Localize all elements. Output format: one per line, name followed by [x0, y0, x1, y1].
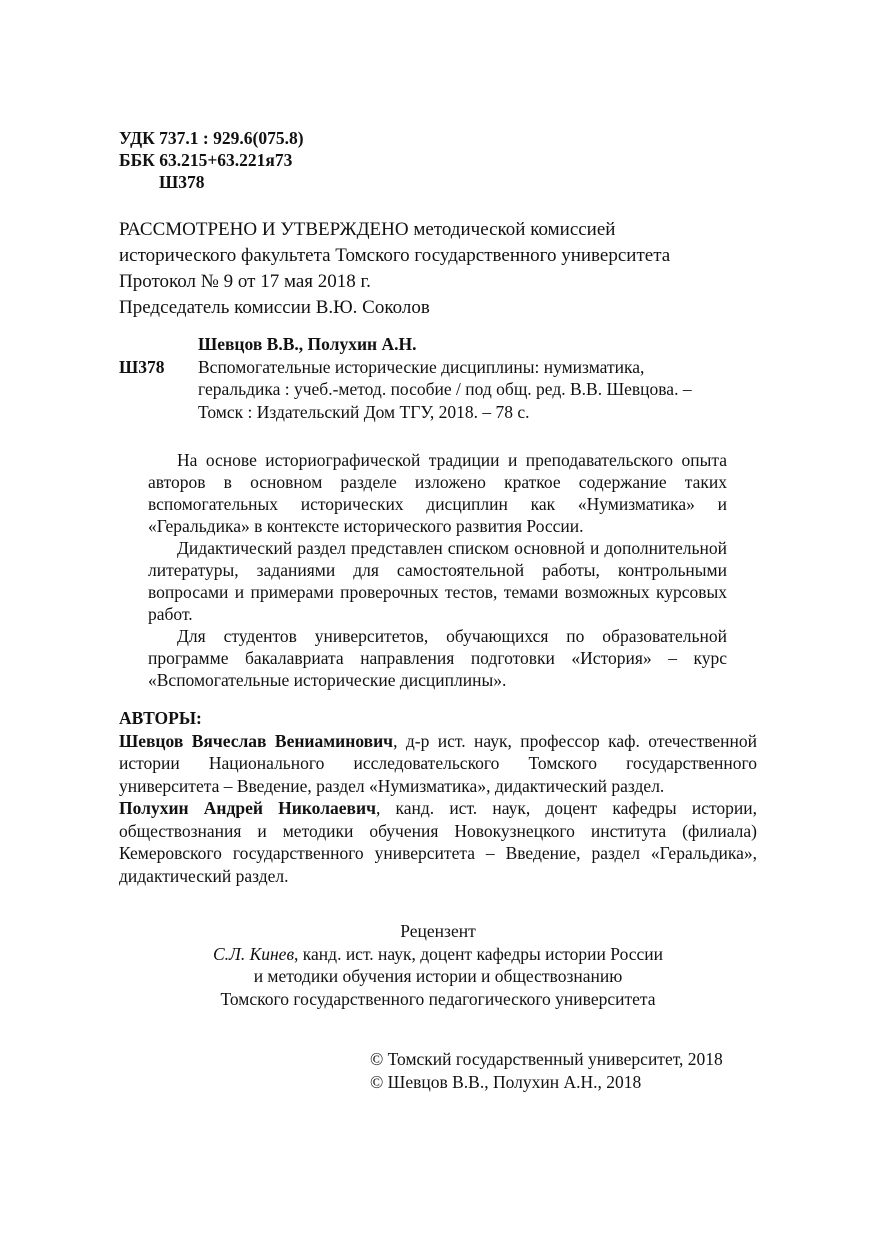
- approval-caps: РАССМОТРЕНО И УТВЕРЖДЕНО: [119, 219, 409, 240]
- reviewer-name: С.Л. Кинев: [212, 943, 295, 964]
- author-2-description: , канд. ист. наук, доцент кафедры истории, обществознания и методики обучения Новокузнецкого института (филиала) Кемеровского государственного университета – Введение, раздел «Геральдика», дидактический раздел.: [119, 798, 757, 886]
- authors-block: [119, 707, 757, 887]
- reviewer-block: [119, 920, 757, 1010]
- approval-chairman: Председатель комиссии В.Ю. Соколов: [119, 297, 430, 318]
- copyright-authors: © Шевцов В.В., Полухин А.Н., 2018: [370, 1072, 642, 1092]
- approval-line-1: [119, 217, 670, 243]
- citation-sign: Ш378: [119, 356, 165, 377]
- citation-line-3: Томск : Издательский Дом ТГУ, 2018. – 78 с.: [198, 401, 530, 422]
- reviewer-line-2: и методики обучения истории и обществознанию: [253, 966, 623, 986]
- bibliographic-codes: [119, 127, 304, 193]
- abstract-paragraph-1: На основе историографической традиции и преподавательского опыта авторов в основном разделе изложено краткое содержание таких вспомогательных исторических дисциплин как «Нумизматика» и «Геральдика» в контексте исторического развития России.: [148, 450, 727, 536]
- reviewer-position: , канд. ист. наук, доцент кафедры истории России: [294, 943, 664, 964]
- abstract: [148, 449, 727, 691]
- authors-heading: АВТОРЫ:: [119, 708, 202, 728]
- reviewer-heading: Рецензент: [400, 921, 476, 941]
- author-1: [119, 730, 757, 798]
- udk-code: УДК 737.1 : 929.6(075.8): [119, 128, 304, 148]
- bbk-code: ББК 63.215+63.221я73: [119, 150, 293, 170]
- bibliographic-citation: [119, 333, 739, 423]
- reviewer-line-1: [119, 943, 757, 966]
- author-1-name: Шевцов Вячеслав Вениаминович: [119, 730, 394, 751]
- approval-block: [119, 217, 670, 321]
- citation-line-1: Вспомогательные исторические дисциплины: нумизматика,: [198, 356, 645, 377]
- reviewer-line-3: Томского государственного педагогического университета: [220, 988, 656, 1009]
- approval-rest: методической комиссией: [408, 219, 616, 240]
- author-2: [119, 797, 757, 887]
- author-1-description: , д-р ист. наук, профессор каф. отечественной истории Национального исследовательского Томского государственного университета – Введение, раздел «Нумизматика», дидактический раздел.: [119, 730, 757, 796]
- citation-authors: Шевцов В.В., Полухин А.Н.: [198, 334, 417, 354]
- abstract-paragraph-3: Для студентов университетов, обучающихся по образовательной программе бакалавриата направления подготовки «История» – курс «Вспомогательные исторические дисциплины».: [148, 626, 727, 690]
- approval-protocol: Протокол № 9 от 17 мая 2018 г.: [119, 271, 371, 292]
- copyright-university: © Томский государственный университет, 2018: [370, 1049, 723, 1069]
- copyright-block: [370, 1048, 723, 1094]
- author-sign: Ш378: [159, 172, 205, 192]
- citation-line-2: геральдика : учеб.-метод. пособие / под общ. ред. В.В. Шевцова. –: [198, 379, 692, 399]
- abstract-paragraph-2: Дидактический раздел представлен списком основной и дополнительной литературы, заданиями для самостоятельной работы, контрольными вопросами и примерами проверочных тестов, темами возможных курсовых работ.: [148, 538, 727, 624]
- approval-line-2: исторического факультета Томского государственного университета: [119, 245, 671, 266]
- author-2-name: Полухин Андрей Николаевич: [119, 798, 376, 818]
